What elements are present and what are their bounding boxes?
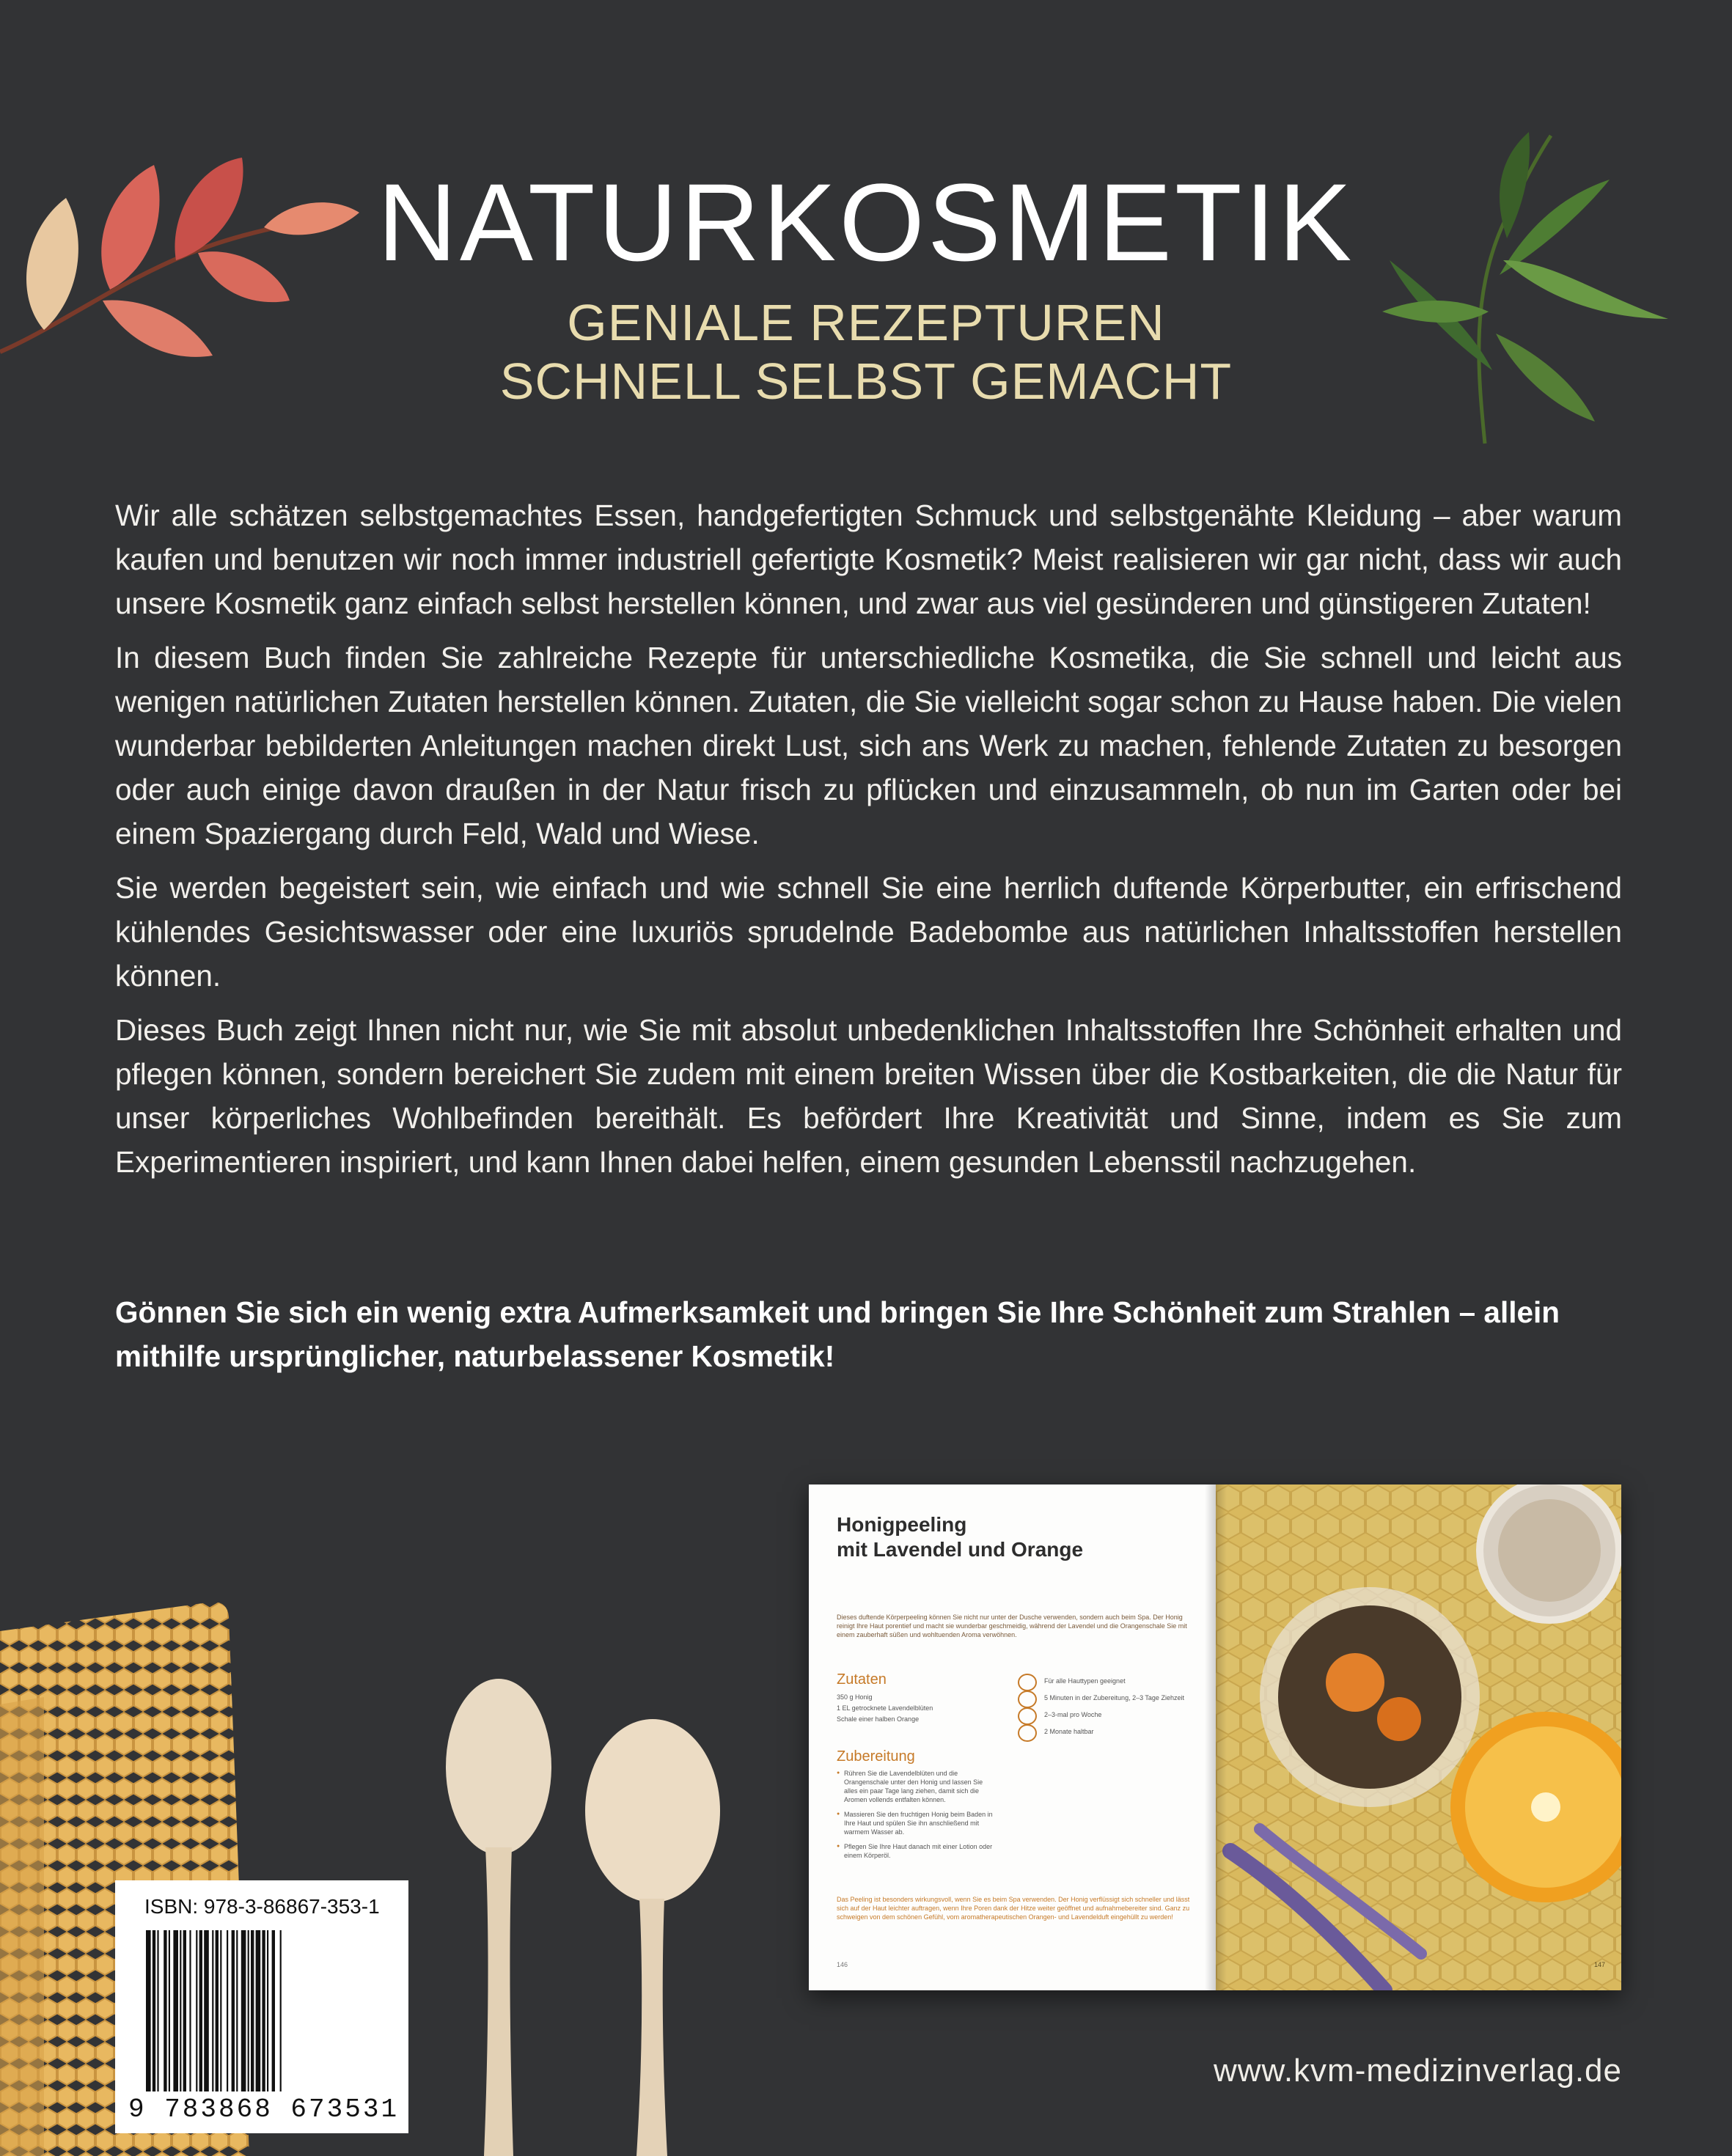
preparation-step: ● Pflegen Sie Ihre Haut danach mit einer Lotion oder einem Körperöl.: [837, 1842, 998, 1860]
blurb-paragraph: Sie werden begeistert sein, wie einfach und wie schnell Sie eine herrlich duftende Körperbutter, ein erfrischend kühlendes Gesichtswasser oder eine luxuriös sprudelnde Badebombe aus natürlichen Inhaltsstoffen herstellen können.: [115, 871, 1622, 993]
barcode-bar: [183, 1930, 186, 2091]
barcode-bar: [196, 1930, 197, 2091]
barcode-bar: [280, 1930, 282, 2091]
blurb-paragraph: Dieses Buch zeigt Ihnen nicht nur, wie Sie mit absolut unbedenklichen Inhaltsstoffen Ihre Schönheit erhalten und pflegen können, sondern bereichert Sie zudem mit einem breiten Wissen über die Kostbarkeiten, die die Natur für unser körperliches Wohlbefinden bereithält. Es befördert Ihre Kreativität und Sinne, indem es Sie zum Experimentieren inspiriert, und kann Ihnen dabei helfen, einem gesunden Lebensstil nachzugehen.: [115, 1013, 1622, 1179]
barcode-bar: [146, 1930, 151, 2091]
page-number-right: 147: [1593, 1961, 1605, 1968]
ingredients-heading: Zutaten: [837, 1671, 887, 1688]
barcode-bar: [169, 1930, 170, 2091]
recipe-title-line: mit Lavendel und Orange: [837, 1538, 1084, 1561]
barcode-bar: [212, 1930, 213, 2091]
barcode-bar: [189, 1930, 191, 2091]
closing-statement: Gönnen Sie sich ein wenig extra Aufmerksamkeit und bringen Sie Ihre Schönheit zum Strahlen – allein mithilfe ursprünglicher, naturbelassener Kosmetik!: [115, 1295, 1560, 1373]
clock-icon: [1018, 1690, 1037, 1708]
blurb-paragraph: In diesem Buch finden Sie zahlreiche Rezepte für unterschiedliche Kosmetika, die Sie schnell und leicht aus wenigen natürlichen Zutaten herstellen können. Zutaten, die Sie vielleicht sogar schon zu Hause haben. Die vielen wunderbar bebilderten Anleitungen machen direkt Lust, sich ans Werk zu machen, fehlende Zutaten zu besorgen oder auch einige davon draußen in der Natur frisch zu pflücken und einzusammeln, ob nun im Garten oder bei einem Spaziergang durch Feld, Wald und Wiese.: [115, 641, 1622, 850]
meta-item: Für alle Hauttypen geeignet: [1018, 1677, 1184, 1686]
ingredient-item: Schale einer halben Orange: [837, 1715, 920, 1723]
ingredient-item: 1 EL getrocknete Lavendelblüten: [837, 1704, 933, 1712]
recipe-meta: [1018, 1677, 1184, 1744]
preparation-step: ● Massieren Sie den fruchtigen Honig beim Baden in Ihre Haut und spülen Sie ihn anschließend mit warmem Wasser ab.: [837, 1810, 998, 1836]
barcode-bar: [157, 1930, 158, 2091]
honey-jar-photo: [1216, 1484, 1621, 1990]
barcode-bar: [216, 1930, 219, 2091]
recipe-title: [837, 1512, 1083, 1562]
ingredient-item: 350 g Honig: [837, 1693, 873, 1701]
barcode-bar: [241, 1930, 246, 2091]
barcode-bar: [256, 1930, 261, 2091]
barcode-icon: [144, 1930, 386, 2099]
barcode-bar: [204, 1930, 209, 2091]
preparation-step: ● Rühren Sie die Lavendelblüten und die Orangenschale unter den Honig und lassen Sie alles ein paar Tage lang ziehen, damit sich die Aromen vollends entfalten können.: [837, 1769, 998, 1804]
recipe-title-line: Honigpeeling: [837, 1513, 967, 1536]
blurb-text: [115, 493, 1622, 1194]
barcode-bar: [232, 1930, 235, 2091]
book-preview-spread: [809, 1484, 1621, 1990]
barcode-bar: [180, 1930, 181, 2091]
barcode-bar: [220, 1930, 221, 2091]
barcode-bar: [262, 1930, 265, 2091]
barcode-bar: [236, 1930, 238, 2091]
barcode-bar: [227, 1930, 228, 2091]
meta-item: 2 Monate haltbar: [1018, 1727, 1184, 1737]
isbn-barcode-box: [115, 1880, 408, 2133]
page-number-left: 146: [837, 1961, 848, 1968]
blurb-paragraph: Wir alle schätzen selbstgemachtes Essen, handgefertigten Schmuck und selbstgenähte Kleidung – aber warum kaufen und benutzen wir noch immer industriell gefertigte Kosmetik? Meist realisieren wir gar nicht, dass wir auch unsere Kosmetik ganz einfach selbst herstellen können, und zwar aus viel gesünderen und günstigeren Zutaten!: [115, 498, 1622, 620]
barcode-bar: [164, 1930, 166, 2091]
isbn-label: ISBN: 978-3-86867-353-1: [144, 1895, 380, 1918]
barcode-bar: [272, 1930, 275, 2091]
book-preview-photo-page: [1216, 1484, 1621, 1990]
book-gutter: [1205, 1484, 1227, 1990]
barcode-bar: [173, 1930, 178, 2091]
barcode-bar: [248, 1930, 249, 2091]
book-subtitle-line-1: GENIALE REZEPTUREN: [567, 294, 1165, 351]
recipe-intro: Dieses duftende Körperpeeling können Sie nicht nur unter der Dusche verwenden, sondern auch beim Spa. Der Honig reinigt Ihre Haut porentief und macht sie wunderbar geschmeidig, während der Lavendel und die Orangenschale Sie mit einem zauberhaft süßen und wohltuenden Aroma verwöhnen.: [837, 1614, 1187, 1638]
barcode-bar: [267, 1930, 268, 2091]
barcode-bar: [199, 1930, 202, 2091]
recipe-tip: Das Peeling ist besonders wirkungsvoll, wenn Sie es beim Spa verwenden. Der Honig verflüssigt sich schneller und lässt sich auf der Haut leichter auftragen, wenn Ihre Poren dank der Hitze weiter geöffnet und aufnahmebereiter sind. Ganz zu schweigen von dem schönen Gefühl, vom aromatherapeutischen Orangen- und Lavendelduft eingehüllt zu werden!: [837, 1896, 1190, 1921]
wooden-spoons-illustration: [440, 1679, 748, 2156]
frequency-icon: [1018, 1707, 1037, 1725]
barcode-bar: [153, 1930, 155, 2091]
book-subtitle-line-2: SCHNELL SELBST GEMACHT: [499, 353, 1233, 410]
ingredients-list: [837, 1692, 933, 1725]
preparation-heading: Zubereitung: [837, 1748, 915, 1765]
publisher-website: www.kvm-medizinverlag.de: [1213, 2053, 1622, 2089]
preparation-steps: [837, 1769, 998, 1866]
meta-item: 5 Minuten in der Zubereitung, 2–3 Tage Ziehzeit: [1018, 1693, 1184, 1703]
book-preview-left-page: [809, 1484, 1216, 1990]
shelf-life-icon: [1018, 1724, 1037, 1742]
barcode-bar: [251, 1930, 254, 2091]
barcode-digits: 9 783868 673531: [128, 2094, 400, 2124]
meta-item: 2–3-mal pro Woche: [1018, 1710, 1184, 1720]
skin-type-icon: [1018, 1674, 1037, 1691]
book-title: NATURKOSMETIK: [377, 161, 1355, 284]
